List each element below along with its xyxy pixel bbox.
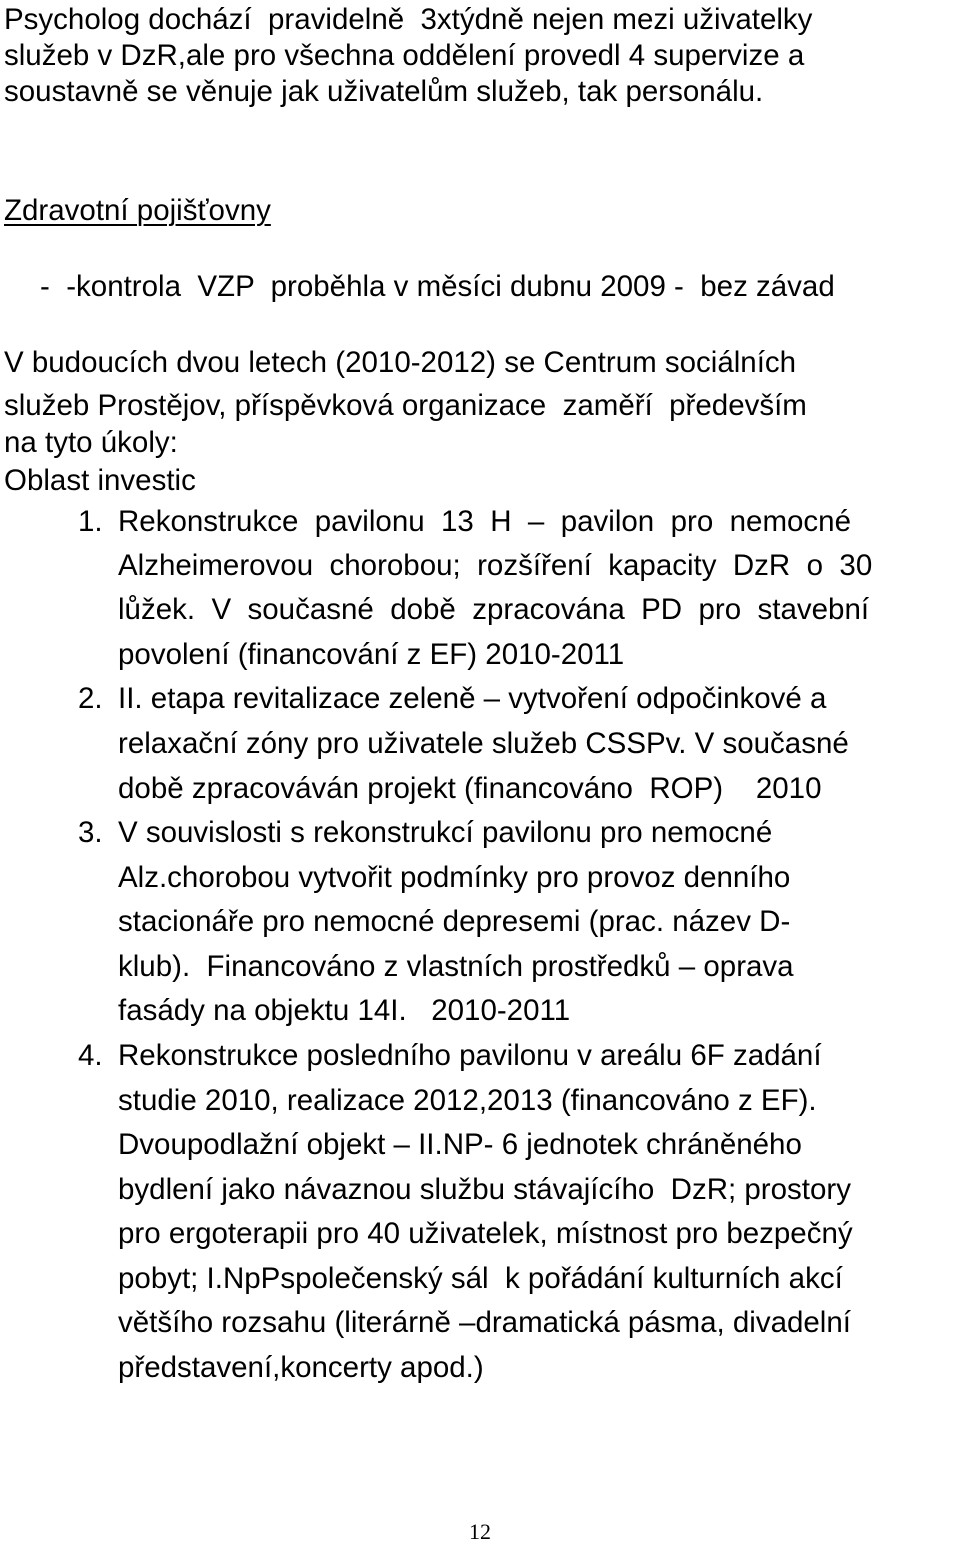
item-2-line-3: době zpracováván projekt (financováno ROP) 2010 bbox=[118, 772, 822, 805]
section-heading: Zdravotní pojišťovny bbox=[4, 194, 271, 227]
item-4-line-4: bydlení jako návaznou službu stávajícího DzR; prostory bbox=[118, 1173, 851, 1206]
item-2-number: 2. bbox=[78, 682, 103, 715]
item-3-line-2: Alz.chorobou vytvořit podmínky pro provoz denního bbox=[118, 861, 791, 894]
item-4-number: 4. bbox=[78, 1039, 103, 1072]
plan-line-3: na tyto úkoly: bbox=[4, 426, 178, 459]
item-3-line-1: V souvislosti s rekonstrukcí pavilonu pro nemocné bbox=[118, 816, 773, 849]
item-3-line-4: klub). Financováno z vlastních prostředků – oprava bbox=[118, 950, 794, 983]
plan-line-1: V budoucích dvou letech (2010-2012) se Centrum sociálních bbox=[4, 346, 797, 379]
item-1-number: 1. bbox=[78, 505, 103, 538]
intro-line-1: Psycholog dochází pravidelně 3xtýdně nejen mezi uživatelky bbox=[4, 3, 813, 36]
item-4-line-6: pobyt; I.NpPspolečenský sál k pořádání kulturních akcí bbox=[118, 1262, 843, 1295]
item-4-line-7: většího rozsahu (literárně –dramatická pásma, divadelní bbox=[118, 1306, 851, 1339]
item-1-line-4: povolení (financování z EF) 2010-2011 bbox=[118, 638, 625, 671]
item-1-line-1: Rekonstrukce pavilonu 13 H – pavilon pro nemocné bbox=[118, 505, 851, 538]
item-4-line-3: Dvoupodlažní objekt – II.NP- 6 jednotek chráněného bbox=[118, 1128, 802, 1161]
item-4-line-2: studie 2010, realizace 2012,2013 (financováno z EF). bbox=[118, 1084, 817, 1117]
intro-line-3: soustavně se věnuje jak uživatelům služeb, tak personálu. bbox=[4, 75, 764, 108]
plan-line-4: Oblast investic bbox=[4, 464, 196, 497]
item-3-line-3: stacionáře pro nemocné depresemi (prac. název D- bbox=[118, 905, 791, 938]
item-1-line-3: lůžek. V současné době zpracována PD pro stavební bbox=[118, 593, 870, 626]
item-2-line-1: II. etapa revitalizace zeleně – vytvoření odpočinkové a bbox=[118, 682, 827, 715]
plan-line-2: služeb Prostějov, příspěvková organizace zaměří především bbox=[4, 389, 807, 422]
item-4-line-5: pro ergoterapii pro 40 uživatelek, místnost pro bezpečný bbox=[118, 1217, 853, 1250]
item-3-number: 3. bbox=[78, 816, 103, 849]
item-3-line-5: fasády na objektu 14I. 2010-2011 bbox=[118, 994, 571, 1027]
page-number: 12 bbox=[469, 1519, 491, 1544]
item-1-line-2: Alzheimerovou chorobou; rozšíření kapacity DzR o 30 bbox=[118, 549, 873, 582]
item-4-line-1: Rekonstrukce posledního pavilonu v areálu 6F zadání bbox=[118, 1039, 822, 1072]
item-4-line-8: představení,koncerty apod.) bbox=[118, 1351, 484, 1384]
intro-line-2: služeb v DzR,ale pro všechna oddělení provedl 4 supervize a bbox=[4, 39, 805, 72]
item-2-line-2: relaxační zóny pro uživatele služeb CSSPv. V současné bbox=[118, 727, 849, 760]
control-line: - -kontrola VZP proběhla v měsíci dubnu 2009 - bez závad bbox=[40, 270, 835, 303]
